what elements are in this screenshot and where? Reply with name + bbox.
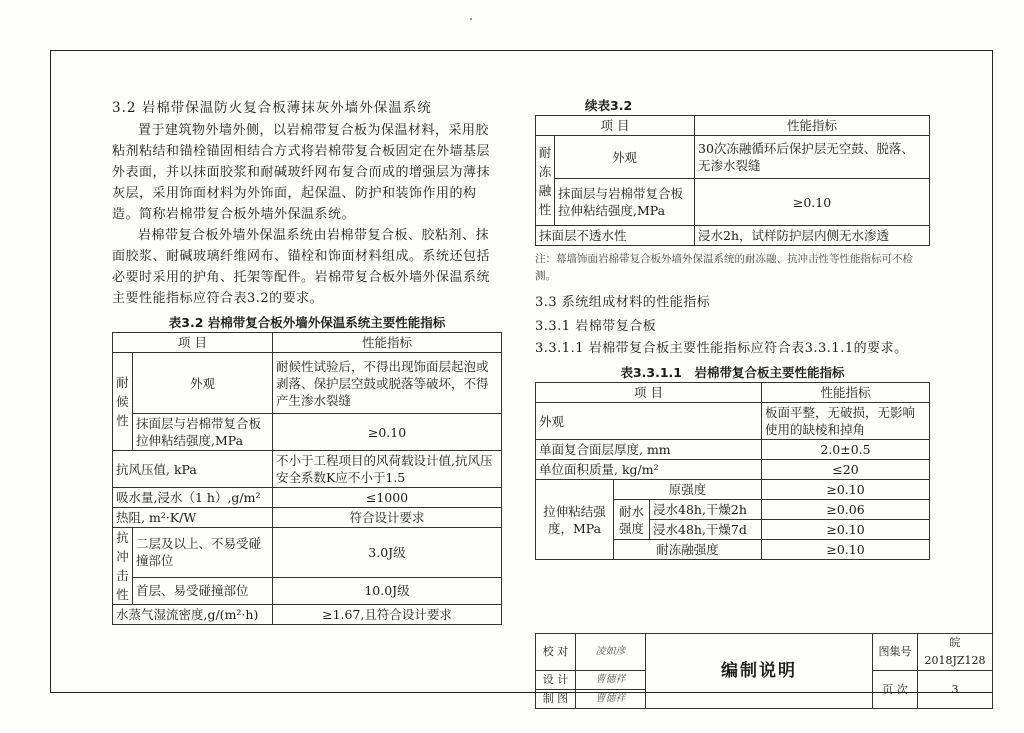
drawing-title: 编制说明 (646, 634, 873, 709)
header-item: 项 目 (113, 333, 273, 353)
cell-value: 不小于工程项目的风荷载设计值,抗风压安全系数K应不小于1.5 (273, 451, 502, 488)
table-row (113, 528, 502, 578)
design-signature: 曹德祥 (576, 671, 646, 690)
table-row (113, 488, 502, 508)
clause-3-3-1-1: 3.3.1.1 岩棉带复合板主要性能指标应符合表3.3.1.1的要求。 (535, 341, 908, 356)
tensile-bond-label: 拉伸粘结强度，MPa (536, 480, 614, 560)
cell-value: ≥0.10 (273, 414, 502, 451)
cell-value: 板面平整，无破损，无影响使用的缺棱和掉角 (762, 403, 930, 440)
cell-item: 原强度 (614, 480, 762, 500)
cell-item: 外观 (536, 403, 762, 440)
impact-resistance-label: 抗冲击性 (113, 528, 133, 605)
cell-item: 吸水量,浸水（1 h）,g/m² (113, 488, 273, 508)
title-block (535, 633, 993, 709)
cell-item: 抹面层与岩棉带复合板拉伸粘结强度,MPa (133, 414, 273, 451)
table-row (536, 116, 930, 136)
draw-label: 制 图 (536, 690, 576, 709)
freeze-thaw-label: 耐冻融性 (536, 136, 555, 226)
table-3-2-caption: 表3.2 岩棉带复合板外墙外保温系统主要性能指标 (168, 315, 446, 330)
section-heading-3-2: 3.2 岩棉带保温防火复合板薄抹灰外墙外保温系统 (112, 100, 432, 116)
check-label: 校 对 (536, 634, 576, 671)
table-row (113, 605, 502, 625)
table-row (113, 577, 502, 604)
table-row (536, 480, 930, 500)
header-item: 项 目 (536, 383, 762, 403)
table-row (536, 179, 930, 226)
continued-table-caption: 续表3.2 (585, 98, 633, 113)
table-row (113, 353, 502, 414)
table-3-2 (112, 332, 502, 625)
cell-item: 热阻, m²·K/W (113, 508, 273, 528)
cell-value: ≤1000 (273, 488, 502, 508)
cell-item: 单位面积质量, kg/m² (536, 460, 762, 480)
cell-value: 浸水2h，试样防护层内侧无水渗透 (695, 226, 930, 246)
cell-item: 耐冻融强度 (614, 540, 762, 560)
right-column (535, 96, 930, 560)
cell-value: ≤20 (762, 460, 930, 480)
header-performance: 性能指标 (762, 383, 930, 403)
cell-item: 首层、易受碰撞部位 (133, 577, 273, 604)
cell-value: ≥0.10 (762, 480, 930, 500)
cell-item: 水蒸气湿流密度,g/(m²·h) (113, 605, 273, 625)
table-3-2-continued (535, 115, 930, 246)
cell-item: 抹面层与岩棉带复合板拉伸粘结强度,MPa (555, 179, 695, 226)
table-row (113, 451, 502, 488)
header-performance: 性能指标 (273, 333, 502, 353)
cell-value: 3.0J级 (273, 528, 502, 578)
cell-item: 浸水48h,干燥2h (650, 500, 762, 520)
table-3-3-1-1-caption: 表3.3.1.1 岩棉带复合板主要性能指标 (620, 365, 845, 380)
table-row (536, 403, 930, 440)
paragraph-definition: 置于建筑物外墙外侧，以岩棉带复合板为保温材料，采用胶粘剂粘结和锚栓锚固相结合方式将岩棉带复合板固定在外墙基层外表面，并以抹面胶浆和耐碱玻纤网布复合而成的增强层为薄抹灰层，采用饰面材料为外饰面，起保温、防护和装饰作用的构造。简称岩棉带复合板外墙外保温系统。 (112, 123, 491, 222)
draw-signature: 曹德祥 (576, 690, 646, 709)
cell-value: 10.0J级 (273, 577, 502, 604)
header-performance: 性能指标 (695, 116, 930, 136)
cell-value: 耐候性试验后，不得出现饰面层起泡或剥落、保护层空鼓或脱落等破坏，不得产生渗水裂缝 (273, 353, 502, 414)
cell-item: 浸水48h,干燥7d (650, 520, 762, 540)
cell-value: ≥0.10 (762, 540, 930, 560)
cell-value: ≥0.06 (762, 500, 930, 520)
paragraph-composition: 岩棉带复合板外墙外保温系统由岩棉带复合板、胶粘剂、抹面胶浆、耐碱玻璃纤维网布、锚栓和饰面材料组成。系统还包括必要时采用的护角、托架等配件。岩棉带复合板外墙外保温系统主要性能指标应符合表3.2的要求。 (112, 228, 491, 306)
cell-value: 符合设计要求 (273, 508, 502, 528)
header-item: 项 目 (536, 116, 695, 136)
cell-item: 二层及以上、不易受碰撞部位 (133, 528, 273, 578)
left-column (112, 96, 502, 625)
table-row (536, 440, 930, 460)
page-number: 3 (918, 671, 993, 709)
page-label: 页 次 (873, 671, 918, 709)
atlas-number: 皖2018JZ128 (918, 634, 993, 671)
cell-value: 30次冻融循环后保护层无空鼓、脱落、无渗水裂缝 (695, 136, 930, 179)
title-block-row (536, 634, 993, 671)
table-3-3-1-1 (535, 382, 930, 560)
cell-value: ≥0.10 (695, 179, 930, 226)
table-row (536, 136, 930, 179)
design-label: 设 计 (536, 671, 576, 690)
cell-item: 抹面层不透水性 (536, 226, 695, 246)
table-row (536, 383, 930, 403)
table-row (113, 414, 502, 451)
atlas-label: 图集号 (873, 634, 918, 671)
weather-resistance-label: 耐候性 (113, 353, 133, 451)
cell-item: 单面复合面层厚度, mm (536, 440, 762, 460)
table-row (536, 460, 930, 480)
cell-item: 抗风压值, kPa (113, 451, 273, 488)
water-resistance-label: 耐水强度 (614, 500, 650, 540)
section-heading-3-3-1: 3.3.1 岩棉带复合板 (535, 319, 657, 334)
cell-value: ≥0.10 (762, 520, 930, 540)
table-row (536, 226, 930, 246)
cell-value: 2.0±0.5 (762, 440, 930, 460)
check-signature: 凌如彦 (576, 634, 646, 671)
table-note: 注：幕墙饰面岩棉带复合板外墙外保温系统的耐冻融、抗冲击性等性能指标可不检测。 (535, 253, 913, 282)
scan-dot (470, 18, 472, 20)
table-row (113, 333, 502, 353)
section-heading-3-3: 3.3 系统组成材料的性能指标 (535, 295, 711, 310)
cell-item: 外观 (133, 353, 273, 414)
cell-item: 外观 (555, 136, 695, 179)
cell-value: ≥1.67,且符合设计要求 (273, 605, 502, 625)
table-row (113, 508, 502, 528)
